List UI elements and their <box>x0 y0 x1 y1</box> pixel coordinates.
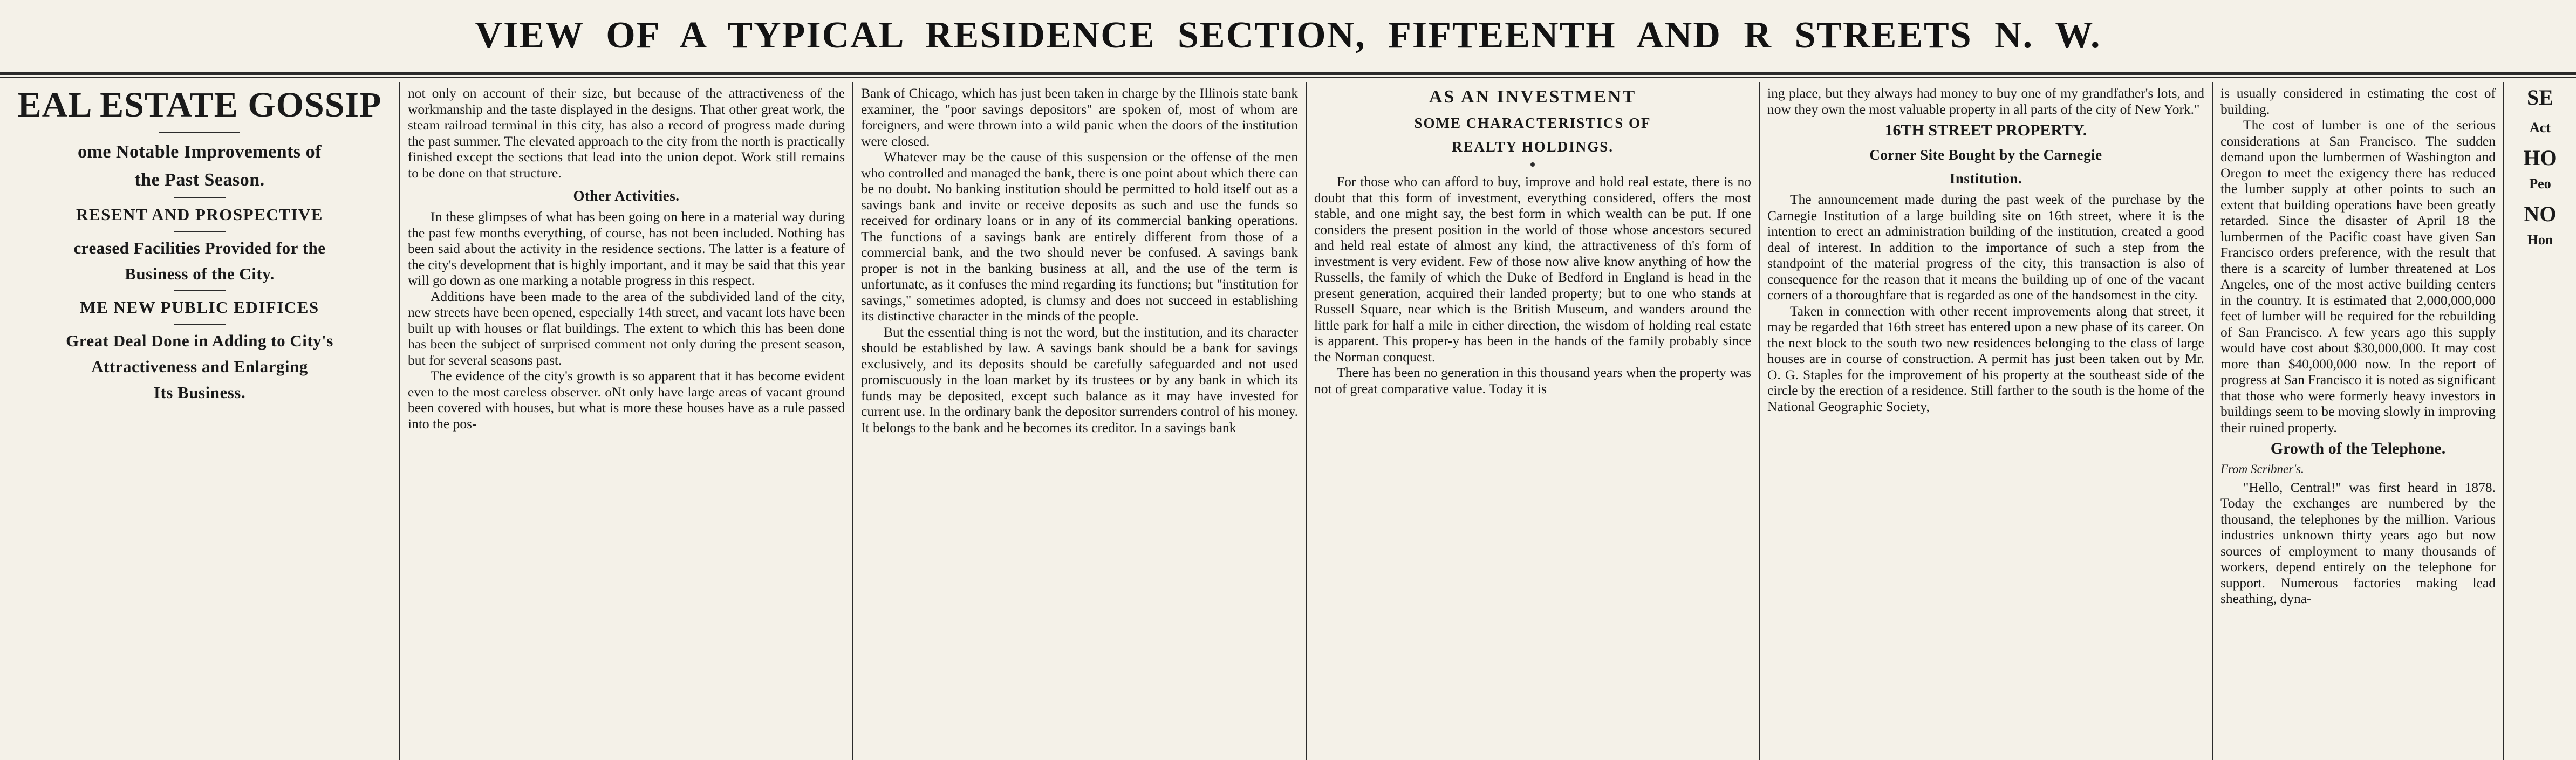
deck-line-9: Its Business. <box>153 383 246 402</box>
masthead-rule-thick <box>0 72 2576 75</box>
divider <box>159 132 240 133</box>
subhead-other-activities: Other Activities. <box>573 188 680 204</box>
edge-line-3: HO <box>2523 146 2557 170</box>
column-other-activities <box>399 82 852 760</box>
edge-line-5: NO <box>2524 202 2557 226</box>
deck-line-4: creased Facilities Provided for the <box>73 238 326 257</box>
body-paragraph: There has been no generation in this thousand years when the property was not of great comparative value. Today it is <box>1314 365 1751 396</box>
spacer <box>2512 170 2568 175</box>
body-paragraph: But the essential thing is not the word, but the institution, and its character should be established by law. A savings bank should be a bank for savings exclusively, and its deposits should be carefully safeguarded and not used promiscuously in the loan market by its trustees or by any bank in which its funds may be deposited, except such balance as it may have invested for current use. In the ordinary bank the depositor surrenders control of his money. It belongs to the bank and he becomes its creditor. In a savings bank <box>861 324 1298 435</box>
deck-line-5: Business of the City. <box>125 264 275 283</box>
subhead-line-2: Institution. <box>1949 170 2022 187</box>
edge-line-2: Act <box>2530 120 2551 135</box>
edge-line-6: Hon <box>2527 232 2553 248</box>
body-paragraph: The evidence of the city's growth is so apparent that it has become evident even to the most careless observer. oNt only have large areas of vacant ground been covered with houses, but what is more these houses have as a rule passed into the pos- <box>408 368 845 432</box>
spacer <box>2512 227 2568 231</box>
body-paragraph: is usually considered in estimating the cost of building. <box>2220 85 2496 117</box>
body-paragraph: "Hello, Central!" was first heard in 1878. Today the exchanges are numbered by the thousand, the telephones by the million. Various industries unknown thirty years ago but now sources of employment to many thousands of workers, depend entirely on the telephone for support. Numerous factories making lead sheathing, dyna- <box>2220 479 2496 606</box>
column-grid <box>0 82 2576 760</box>
column-real-estate-gossip <box>0 82 399 760</box>
body-paragraph: The cost of lumber is one of the serious considerations at San Francisco. The sudden demand upon the lumbermen of Washington and Oregon to meet the exigency there has reduced the lumber supply at other points to such an extent that building operations have been greatly retarded. Since the disaster of April 18 the lumbermen of the Pacific coast have given San Francisco orders preference, with the result that there is a scarcity of lumber threatened at Los Angeles, one of the most active building centers in the country. It is estimated that 2,000,000,000 feet of lumber will be required for the rebuilding of San Francisco. A few years ago this supply would have cost about $30,000,000. It may cost more than $40,000,000 now. In the report of progress at San Francisco it is noted as significant that those who were formerly heavy investors in buildings seem to be moving slowly in improving their ruined property. <box>2220 117 2496 435</box>
deck-line-2: the Past Season. <box>134 170 265 190</box>
column-16th-street-property <box>1759 82 2212 760</box>
spacer <box>2512 137 2568 146</box>
column-telephone-growth <box>2212 82 2503 760</box>
column-as-an-investment <box>1306 82 1759 760</box>
masthead-rule-thin <box>0 77 2576 78</box>
deck-line-1: ome Notable Improvements of <box>78 142 322 162</box>
body-paragraph: Bank of Chicago, which has just been taken in charge by the Illinois state bank examiner, the "poor savings depositors" are spoken of, most of whom are foreigners, and were thrown into a wild panic when the doors of the institution were closed. <box>861 85 1298 149</box>
spacer <box>2512 193 2568 202</box>
headline-growth-of-the-telephone: Growth of the Telephone. <box>2270 440 2446 457</box>
page-headline: VIEW OF A TYPICAL RESIDENCE SECTION, FIFTEENTH AND R STREETS N. W. <box>475 15 2101 56</box>
subhead-line-2: REALTY HOLDINGS. <box>1451 139 1614 155</box>
masthead <box>0 0 2576 71</box>
deck-line-7: Great Deal Done in Adding to City's <box>66 331 333 350</box>
body-paragraph: not only on account of their size, but because of the attractiveness of the workmanship and the taste displayed in the designs. That other great work, the steam railroad terminal in this city, has also a record of progress made during the past summer. The elevated approach to the city from the north is practically finished except the sections that lead into the union depot. Work still remains to be done on that structure. <box>408 85 845 181</box>
section-title: EAL ESTATE GOSSIP <box>17 85 382 125</box>
body-paragraph: In these glimpses of what has been going on here in a material way during the past few months everything, of course, has not been included. Nothing has been said about the activity in the residence sections. The latter is a feature of the city's development that is highly important, and it may be said that this year will go down as one marking a notable progress in this respect. <box>408 209 845 288</box>
body-paragraph: The announcement made during the past week of the purchase by the Carnegie Institution of a large building site on 16th street, where it is the intention to erect an administration building of the institution, created a good deal of interest. In addition to the importance of such a step from the standpoint of the material progress of the city, this transaction is also of consequence for the reason that it means the building up of one of the vacant corners of a thoroughfare that is regarded as one of the handsomest in the city. <box>1767 191 2204 303</box>
body-paragraph: Taken in connection with other recent improvements along that street, it may be regarded that 16th street has entered upon a new phase of its career. On the next block to the south two new residences belonging to the class of large houses are in course of construction. A permit has just been taken out by Mr. O. G. Staples for the improvement of his property at the southeast side of the circle by the erection of a residence. Still farther to the south is the home of the National Geographic Society, <box>1767 303 2204 414</box>
subhead-line-1: SOME CHARACTERISTICS OF <box>1414 115 1651 131</box>
body-paragraph: Additions have been made to the area of the subdivided land of the city, new streets have been opened, especially 14th street, and vacant lots have been built up with houses or flat buildings. The extent to which this has been done has been the subject of surprised comment not only during the present season, but for several seasons past. <box>408 288 845 368</box>
divider <box>174 290 226 291</box>
headline-as-an-investment: AS AN INVESTMENT <box>1429 87 1637 107</box>
body-paragraph: Whatever may be the cause of this suspension or the offense of the men who controlled and managed the bank, there is one point about which there can be no doubt. No banking institution should be permitted to hold itself out as a savings bank and invite or receive deposits as such and use the funds so received for ordinary loans or in any of its commercial banking operations. The functions of a savings bank are entirely different from those of a commercial bank, and the two should never be confused. A savings bank proper is not in the banking business at all, and the use of the term is unfortunate, as it confuses the mind regarding its functions; but "institution for savings," sometimes adopted, is clumsy and does not succeed in establishing its distinctive character in the minds of the people. <box>861 149 1298 324</box>
edge-line-4: Peo <box>2529 176 2551 191</box>
source-credit: From Scribner's. <box>2220 462 2304 476</box>
subhead-line-1: Corner Site Bought by the Carnegie <box>1869 147 2102 163</box>
body-paragraph: For those who can afford to buy, improve and hold real estate, there is no doubt that this form of investment, everything considered, offers the most stable, and one might say, the best form in which wealth can be put. If one considers the present position in the world of those whose ancestors secured and held real estate of almost any kind, the attractiveness of th's form of investment is very evident. Few of those now alive know anything of how the Russells, the family of which the Duke of Bedford in England is head in the present generation, acquired their landed property; but to one who stands at Russell Square, near which is the British Museum, and wanders around the little park for half a mile in either direction, the wisdom of holding real estate is apparent. This proper-y has been in the hands of the family probably since the Norman conquest. <box>1314 174 1751 365</box>
column-savings-bank <box>852 82 1306 760</box>
deck-line-3: RESENT AND PROSPECTIVE <box>76 205 323 224</box>
divider <box>174 197 226 198</box>
deck-line-6: ME NEW PUBLIC EDIFICES <box>80 298 319 317</box>
edge-line-1: SE <box>2527 85 2553 109</box>
headline-16th-street-property: 16TH STREET PROPERTY. <box>1884 121 2087 139</box>
column-clipped-edge <box>2503 82 2576 760</box>
dot-divider <box>1530 162 1535 167</box>
spacer <box>2512 110 2568 119</box>
body-paragraph: ing place, but they always had money to buy one of my grandfather's lots, and now they own the most valuable property in all parts of the city of New York." <box>1767 85 2204 117</box>
divider <box>174 324 226 325</box>
deck-line-8: Attractiveness and Enlarging <box>91 357 308 376</box>
divider <box>174 231 226 232</box>
